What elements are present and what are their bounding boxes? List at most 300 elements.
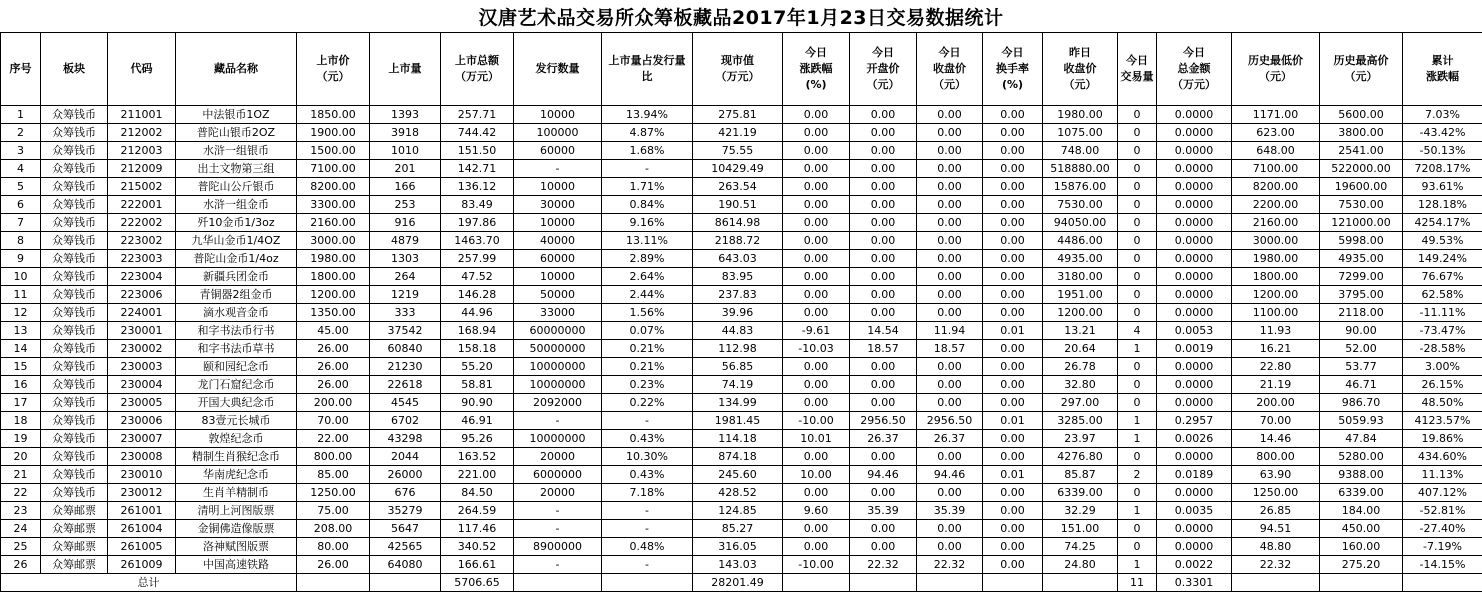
column-header: 今日 换手率 (%) [983,33,1043,106]
table-cell: 1980.00 [1043,106,1118,124]
table-cell: 2 [1,124,41,142]
table-cell: 九华山金币1/4OZ [176,232,297,250]
table-cell: 众筹钱币 [41,484,108,502]
table-cell: 4545 [370,394,441,412]
column-header: 上市量 [370,33,441,106]
table-cell: 0.00 [917,196,983,214]
table-cell: 10000 [514,214,602,232]
table-cell: 200.00 [1232,394,1320,412]
table-cell: 94.46 [850,466,917,484]
table-cell: 11.94 [917,322,983,340]
table-cell: 263.54 [693,178,783,196]
table-cell: 55.20 [441,358,514,376]
table-cell: 8200.00 [1232,178,1320,196]
table-cell: 44.83 [693,322,783,340]
table-cell: 歼10金币1/3oz [176,214,297,232]
table-cell: 0.00 [783,286,850,304]
column-header: 今日 收盘价 （元） [917,33,983,106]
table-cell: 134.99 [693,394,783,412]
table-cell: 26.37 [850,430,917,448]
table-cell: 18.57 [850,340,917,358]
table-cell: 13.11% [602,232,693,250]
table-cell: 0.00 [983,376,1043,394]
table-cell: 212009 [108,160,176,178]
table-cell: 10000000 [514,430,602,448]
table-cell: 676 [370,484,441,502]
table-cell: 0.00 [850,358,917,376]
table-cell: 26.00 [297,556,370,574]
column-header: 累计 涨跌幅 [1403,33,1482,106]
table-cell: 261004 [108,520,176,538]
table-cell: 94050.00 [1043,214,1118,232]
table-cell: 0.00 [850,178,917,196]
table-cell: 众筹钱币 [41,448,108,466]
table-cell: 0.23% [602,376,693,394]
table-cell: 58.81 [441,376,514,394]
table-cell: 648.00 [1232,142,1320,160]
table-cell: 7100.00 [297,160,370,178]
table-cell: 0.00 [850,538,917,556]
table-cell: 230003 [108,358,176,376]
column-header: 现市值 （万元） [693,33,783,106]
column-header: 上市量占发行量 比 [602,33,693,106]
table-cell: 0.0000 [1157,232,1232,250]
table-cell: 46.91 [441,412,514,430]
table-cell: 94.46 [917,466,983,484]
table-cell: 4123.57% [1403,412,1482,430]
table-cell: 0.00 [917,358,983,376]
table-cell: 众筹钱币 [41,304,108,322]
table-cell: -52.81% [1403,502,1482,520]
table-row [1,502,1482,520]
table-row [1,268,1482,286]
table-cell: 众筹邮票 [41,520,108,538]
table-cell: 5280.00 [1320,448,1403,466]
table-cell: 10 [1,268,41,286]
table-cell: 3.00% [1403,358,1482,376]
table-cell: 2044 [370,448,441,466]
table-cell: 21230 [370,358,441,376]
table-cell: 6339.00 [1043,484,1118,502]
table-cell: 3795.00 [1320,286,1403,304]
table-cell: 18 [1,412,41,430]
table-cell: 11.13% [1403,466,1482,484]
table-cell: 60840 [370,340,441,358]
table-cell: 0.2957 [1157,412,1232,430]
table-row [1,340,1482,358]
table-cell: 0 [1118,250,1157,268]
table-cell: 0.48% [602,538,693,556]
table-cell: 83.49 [441,196,514,214]
column-header: 今日 涨跌幅 (%) [783,33,850,106]
table-cell: 9388.00 [1320,466,1403,484]
table-cell: 4935.00 [1320,250,1403,268]
table-cell: 0 [1118,214,1157,232]
table-cell: 230001 [108,322,176,340]
table-cell: 166.61 [441,556,514,574]
table-cell: 众筹邮票 [41,538,108,556]
table-cell: 748.00 [1043,142,1118,160]
table-cell: 421.19 [693,124,783,142]
total-empty-cell [850,574,917,592]
table-cell: 15 [1,358,41,376]
table-cell: 643.03 [693,250,783,268]
table-cell: 128.18% [1403,196,1482,214]
table-cell: 4276.80 [1043,448,1118,466]
table-cell: 青铜器2组金币 [176,286,297,304]
table-cell: 90.00 [1320,322,1403,340]
column-header: 今日 交易量 [1118,33,1157,106]
table-cell: 3000.00 [1232,232,1320,250]
table-cell: 1900.00 [297,124,370,142]
table-cell: 2092000 [514,394,602,412]
table-cell: 2.44% [602,286,693,304]
table-cell: 184.00 [1320,502,1403,520]
table-cell: 0.00 [917,178,983,196]
table-cell: 13.21 [1043,322,1118,340]
table-cell: 2118.00 [1320,304,1403,322]
table-cell: 0.0189 [1157,466,1232,484]
table-cell: 212002 [108,124,176,142]
table-cell: 44.96 [441,304,514,322]
table-cell: 1 [1118,502,1157,520]
table-cell: 117.46 [441,520,514,538]
table-cell: 3180.00 [1043,268,1118,286]
table-cell: 1350.00 [297,304,370,322]
table-cell: 22.80 [1232,358,1320,376]
table-cell: 522000.00 [1320,160,1403,178]
table-cell: 0.00 [917,538,983,556]
table-cell: 金铜佛造像版票 [176,520,297,538]
table-cell: 261009 [108,556,176,574]
table-cell: 1 [1118,556,1157,574]
table-cell: 221.00 [441,466,514,484]
table-cell: 49.53% [1403,232,1482,250]
table-cell: 0.00 [917,142,983,160]
table-cell: 0.00 [983,430,1043,448]
table-cell: 4879 [370,232,441,250]
table-cell: 0.00 [917,160,983,178]
table-cell: 0.00 [783,106,850,124]
table-cell: -10.00 [783,556,850,574]
table-cell: 0.00 [850,304,917,322]
table-row [1,196,1482,214]
table-cell: 46.71 [1320,376,1403,394]
total-empty-cell [514,574,602,592]
table-row [1,412,1482,430]
table-cell: 75.00 [297,502,370,520]
table-cell: 0 [1118,124,1157,142]
table-cell: 2956.50 [917,412,983,430]
table-cell: 0.00 [983,232,1043,250]
table-row [1,484,1482,502]
column-header: 发行数量 [514,33,602,106]
table-cell: 26.00 [297,340,370,358]
table-cell: 0.0000 [1157,538,1232,556]
table-cell: 32.29 [1043,502,1118,520]
table-cell: 11.93 [1232,322,1320,340]
table-cell: 1171.00 [1232,106,1320,124]
table-cell: 0.21% [602,358,693,376]
table-cell: 5647 [370,520,441,538]
column-header: 昨日 收盘价 （元） [1043,33,1118,106]
total-empty-cell [1320,574,1403,592]
table-cell: 1980.00 [297,250,370,268]
total-listing-amount: 5706.65 [441,574,514,592]
table-cell: 0.00 [850,106,917,124]
table-cell: 0.00 [917,304,983,322]
table-cell: 230006 [108,412,176,430]
table-body [1,106,1482,574]
table-cell: 1393 [370,106,441,124]
table-cell: 0.0000 [1157,286,1232,304]
table-cell: 4486.00 [1043,232,1118,250]
table-cell: 2 [1118,466,1157,484]
table-cell: 13 [1,322,41,340]
table-cell: 136.12 [441,178,514,196]
table-cell: 众筹邮票 [41,502,108,520]
table-cell: 45.00 [297,322,370,340]
table-cell: 76.67% [1403,268,1482,286]
table-cell: 407.12% [1403,484,1482,502]
table-cell: 众筹钱币 [41,250,108,268]
table-cell: 20 [1,448,41,466]
table-cell: - [602,502,693,520]
table-cell: 151.50 [441,142,514,160]
column-header: 今日 开盘价 （元） [850,33,917,106]
table-cell: 2200.00 [1232,196,1320,214]
table-cell: 21 [1,466,41,484]
table-cell: 333 [370,304,441,322]
table-row [1,304,1482,322]
table-cell: 14.54 [850,322,917,340]
table-cell: 22 [1,484,41,502]
table-cell: - [514,160,602,178]
table-cell: 257.99 [441,250,514,268]
table-cell: 0 [1118,358,1157,376]
table-cell: 0.43% [602,466,693,484]
table-cell: 50000000 [514,340,602,358]
table-cell: 63.90 [1232,466,1320,484]
table-cell: 14.46 [1232,430,1320,448]
table-cell: 滴水观音金币 [176,304,297,322]
table-cell: 340.52 [441,538,514,556]
table-cell: 1200.00 [297,286,370,304]
table-cell: 21.19 [1232,376,1320,394]
table-cell: 6000000 [514,466,602,484]
table-cell: 0.00 [783,214,850,232]
table-cell: 10.01 [783,430,850,448]
table-cell: 1250.00 [1232,484,1320,502]
table-cell: 0.00 [917,106,983,124]
table-cell: 26.00 [297,358,370,376]
table-cell: 0.00 [783,250,850,268]
table-cell: 普陀山银币2OZ [176,124,297,142]
table-cell: 800.00 [1232,448,1320,466]
table-cell: 众筹钱币 [41,160,108,178]
table-cell: 23 [1,502,41,520]
table-cell: 4 [1,160,41,178]
table-cell: 众筹钱币 [41,358,108,376]
table-cell: -10.00 [783,412,850,430]
table-cell: 0.00 [983,178,1043,196]
table-cell: 64080 [370,556,441,574]
column-header: 代码 [108,33,176,106]
table-cell: 60000 [514,250,602,268]
table-cell: 众筹钱币 [41,232,108,250]
table-cell: 95.26 [441,430,514,448]
table-cell: 230012 [108,484,176,502]
table-cell: 22.32 [850,556,917,574]
table-cell: 2.64% [602,268,693,286]
table-cell: 70.00 [297,412,370,430]
table-cell: 428.52 [693,484,783,502]
table-cell: 0.00 [850,160,917,178]
table-cell: 20.64 [1043,340,1118,358]
table-cell: 水浒一组银币 [176,142,297,160]
table-cell: 0.00 [983,556,1043,574]
total-empty-cell [983,574,1043,592]
table-cell: 和字书法币草书 [176,340,297,358]
data-table [0,32,1482,592]
table-cell: 33000 [514,304,602,322]
table-cell: 142.71 [441,160,514,178]
table-cell: -43.42% [1403,124,1482,142]
table-cell: 5059.93 [1320,412,1403,430]
table-cell: 0.00 [917,250,983,268]
table-cell: 0.00 [850,196,917,214]
column-header: 上市价 （元） [297,33,370,106]
table-cell: - [602,520,693,538]
table-cell: 149.24% [1403,250,1482,268]
table-cell: 1 [1118,412,1157,430]
table-cell: 0.00 [850,214,917,232]
table-cell: 0 [1118,394,1157,412]
table-cell: 19 [1,430,41,448]
table-cell: 0.00 [983,160,1043,178]
table-cell: 1800.00 [297,268,370,286]
table-cell: 222001 [108,196,176,214]
table-cell: 众筹钱币 [41,394,108,412]
table-cell: 0.0000 [1157,124,1232,142]
table-cell: 1463.70 [441,232,514,250]
column-header: 历史最低价 （元） [1232,33,1320,106]
table-cell: 60000000 [514,322,602,340]
table-cell: 0.00 [983,250,1043,268]
table-cell: 0.07% [602,322,693,340]
table-cell: 0.22% [602,394,693,412]
table-cell: 0.00 [917,448,983,466]
table-cell: 450.00 [1320,520,1403,538]
column-header: 历史最高价 （元） [1320,33,1403,106]
table-cell: 7100.00 [1232,160,1320,178]
table-cell: 39.96 [693,304,783,322]
table-cell: 0.43% [602,430,693,448]
table-cell: 10000 [514,178,602,196]
table-cell: 22.32 [917,556,983,574]
table-cell: 华南虎纪念币 [176,466,297,484]
table-cell: 26000 [370,466,441,484]
table-cell: 32.80 [1043,376,1118,394]
table-cell: 0.0035 [1157,502,1232,520]
total-empty-cell [783,574,850,592]
table-cell: 10000 [514,106,602,124]
table-cell: 13.94% [602,106,693,124]
table-row [1,178,1482,196]
table-cell: 0.0000 [1157,178,1232,196]
table-cell: 众筹钱币 [41,268,108,286]
table-cell: 1303 [370,250,441,268]
table-cell: 4935.00 [1043,250,1118,268]
table-cell: 6 [1,196,41,214]
column-header: 板块 [41,33,108,106]
table-cell: 316.05 [693,538,783,556]
table-cell: 70.00 [1232,412,1320,430]
table-cell: 0.00 [983,358,1043,376]
table-cell: 230004 [108,376,176,394]
table-cell: 0.00 [983,268,1043,286]
table-cell: 223003 [108,250,176,268]
table-cell: 0.00 [783,304,850,322]
table-cell: 0.00 [783,484,850,502]
table-cell: 230008 [108,448,176,466]
table-cell: 22618 [370,376,441,394]
table-cell: - [514,520,602,538]
table-cell: 0.00 [850,142,917,160]
table-cell: 1075.00 [1043,124,1118,142]
table-cell: 0.00 [917,232,983,250]
table-cell: 0 [1118,232,1157,250]
total-empty-cell [917,574,983,592]
table-cell: 146.28 [441,286,514,304]
table-cell: 261001 [108,502,176,520]
table-cell: 0.00 [850,286,917,304]
table-cell: 0.00 [783,358,850,376]
table-cell: 7530.00 [1043,196,1118,214]
table-cell: 1800.00 [1232,268,1320,286]
table-cell: 7299.00 [1320,268,1403,286]
total-row [1,574,1482,592]
table-cell: 160.00 [1320,538,1403,556]
table-cell: 0.84% [602,196,693,214]
table-cell: 26.85 [1232,502,1320,520]
table-cell: 0.00 [850,376,917,394]
table-cell: 众筹钱币 [41,412,108,430]
table-row [1,322,1482,340]
table-cell: 1250.00 [297,484,370,502]
table-cell: 10429.49 [693,160,783,178]
table-cell: 0.00 [783,196,850,214]
table-cell: 56.85 [693,358,783,376]
table-cell: 4.87% [602,124,693,142]
table-cell: 15876.00 [1043,178,1118,196]
table-cell: 434.60% [1403,448,1482,466]
table-cell: 0.00 [850,484,917,502]
table-cell: 623.00 [1232,124,1320,142]
table-cell: 0.0053 [1157,322,1232,340]
table-cell: 0.00 [983,304,1043,322]
column-header: 今日 总金额 （万元） [1157,33,1232,106]
table-cell: 2956.50 [850,412,917,430]
table-cell: 0.0026 [1157,430,1232,448]
table-cell: 19.86% [1403,430,1482,448]
table-cell: 0 [1118,106,1157,124]
table-cell: -10.03 [783,340,850,358]
table-cell: 0.01 [983,322,1043,340]
table-cell: 114.18 [693,430,783,448]
table-cell: 20000 [514,448,602,466]
table-cell: 197.86 [441,214,514,232]
